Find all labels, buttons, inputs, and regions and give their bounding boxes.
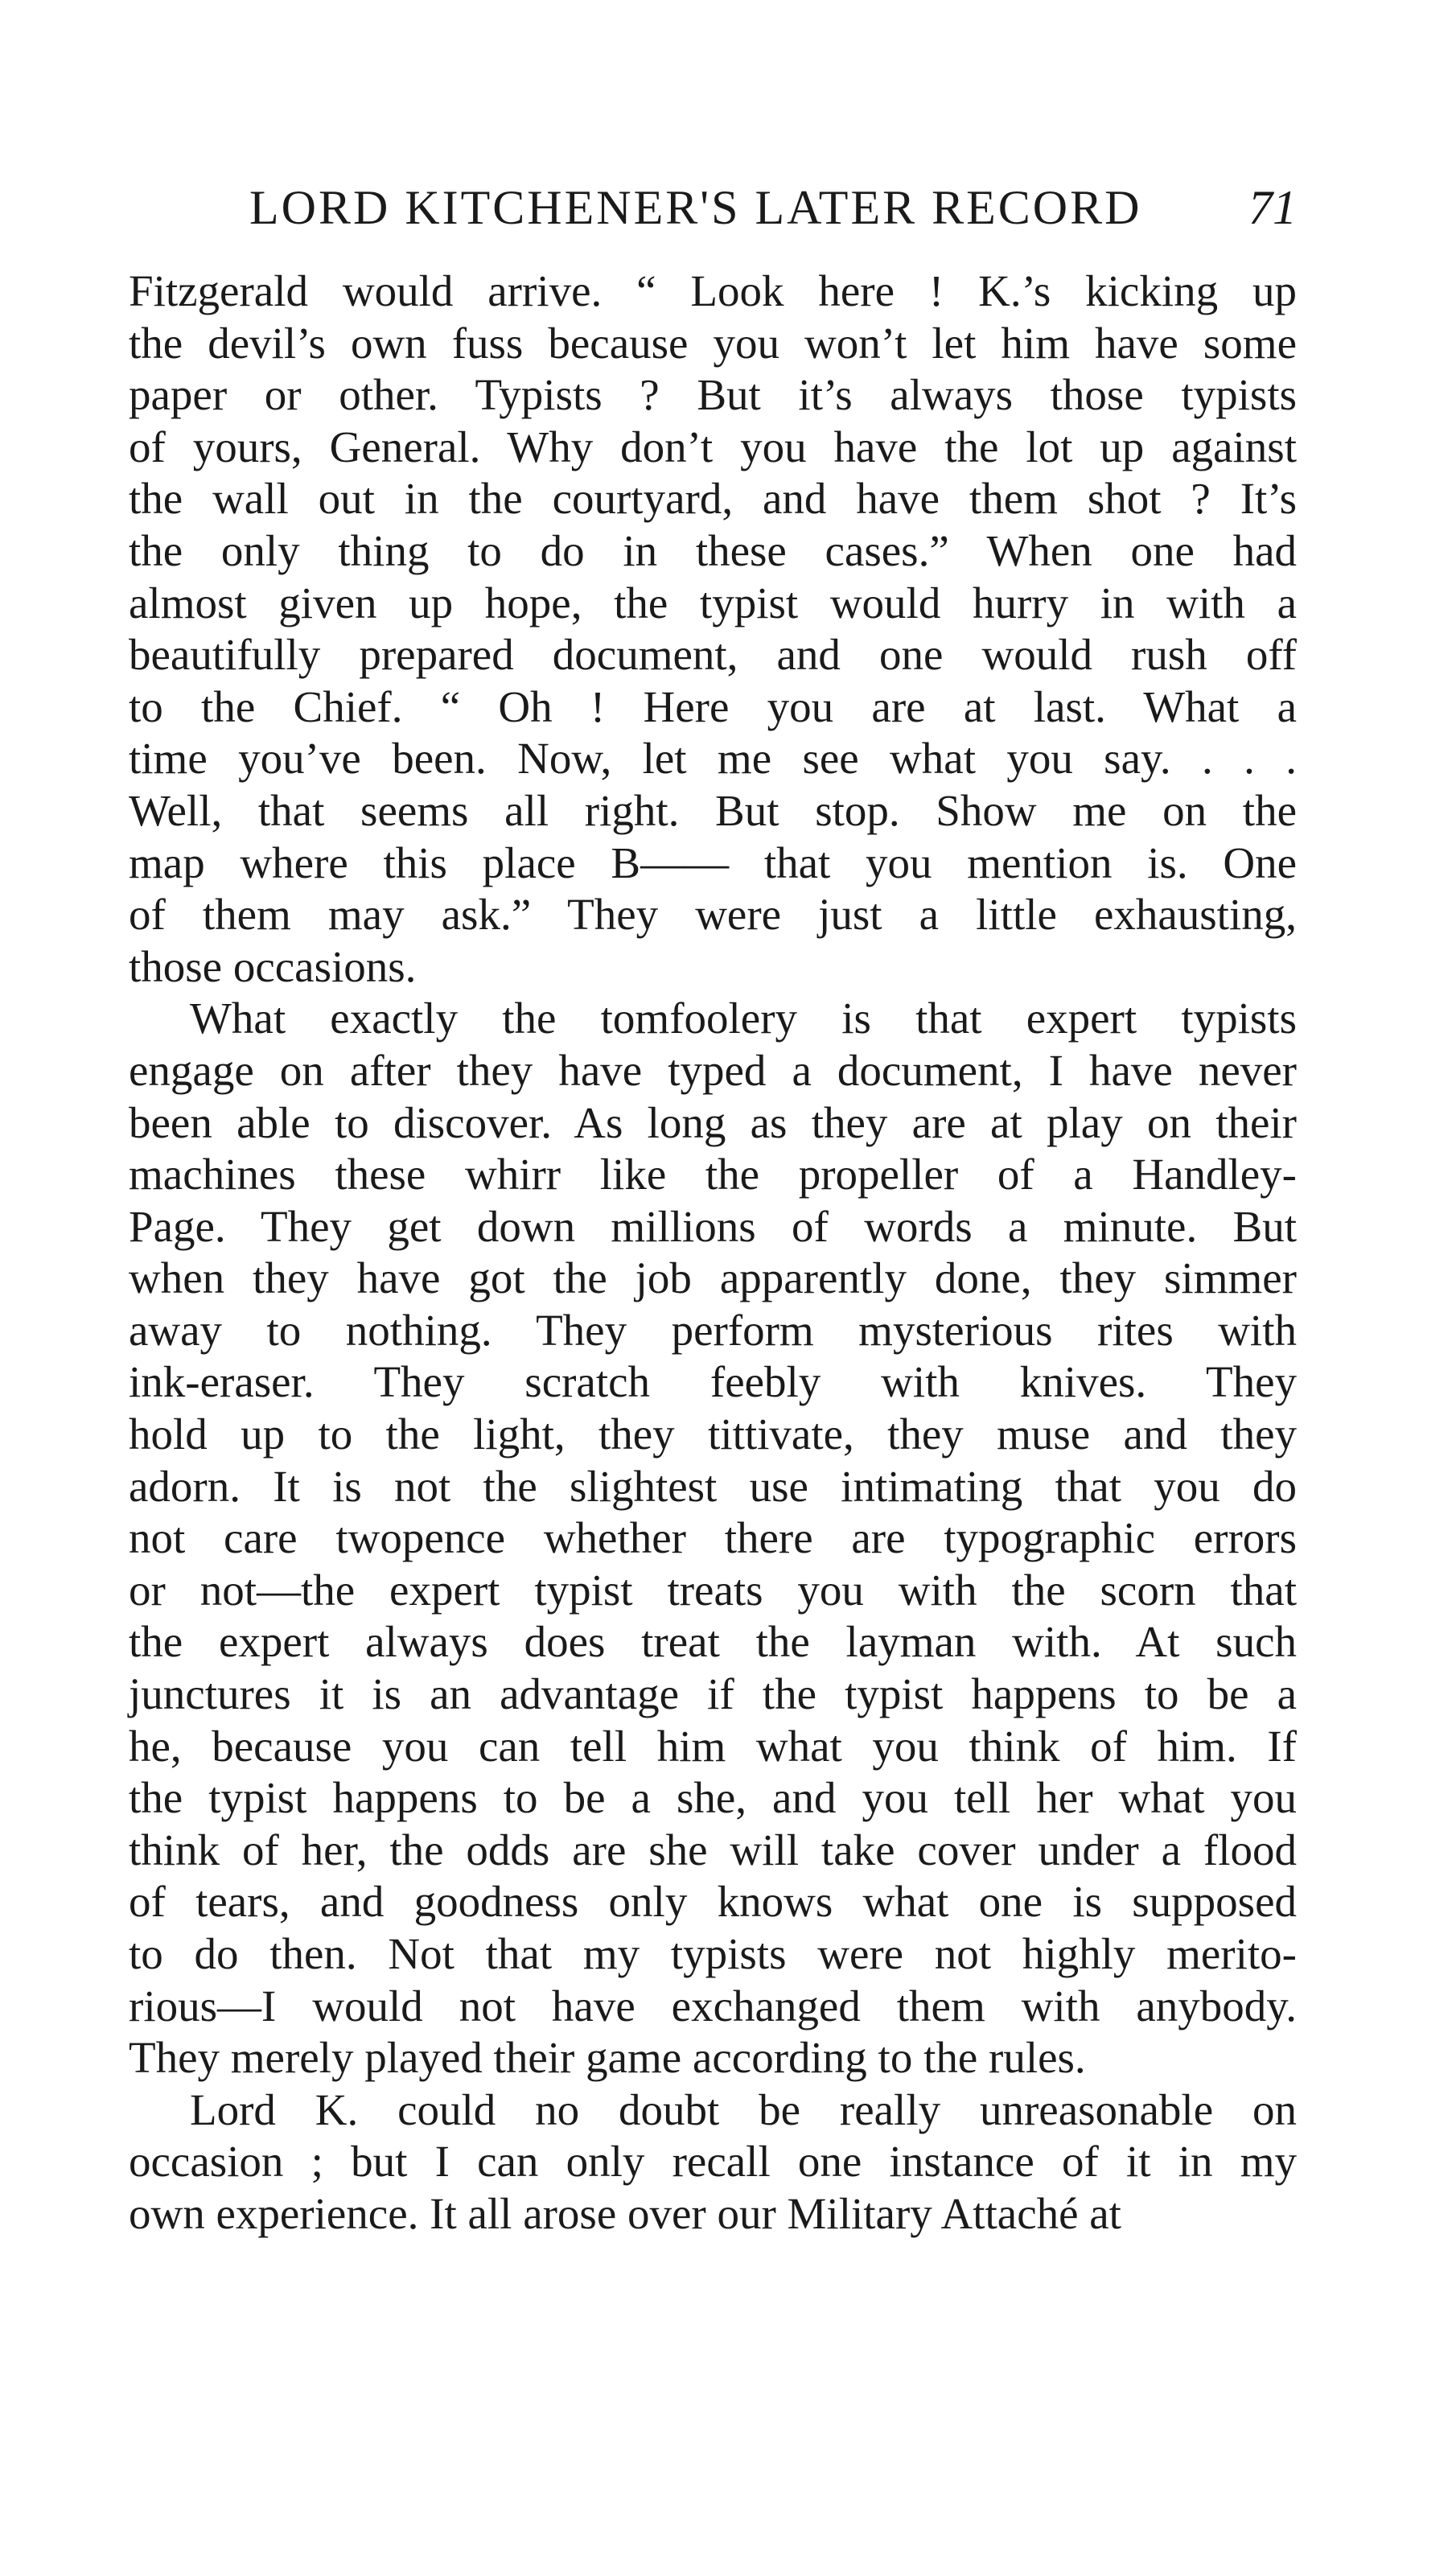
text-line: the expert always does treat the layman with. At such: [129, 1617, 1297, 1667]
text-line: he, because you can tell him what you think of him. If: [129, 1721, 1297, 1771]
text-line: adorn. It is not the slightest use intimating that you do: [129, 1461, 1297, 1511]
text-line: the typist happens to be a she, and you tell her what you: [129, 1773, 1297, 1823]
text-line: those occasions.: [129, 941, 417, 991]
paragraph: [129, 265, 1297, 993]
page-number: 71: [1248, 181, 1297, 234]
text-line: of yours, General. Why don’t you have the lot up against: [129, 422, 1297, 471]
paragraph: [129, 2084, 1297, 2240]
text-line: think of her, the odds are she will take cover under a flood: [129, 1825, 1297, 1874]
text-line: They merely played their game according to the rules.: [129, 2033, 1086, 2083]
text-line: time you’ve been. Now, let me see what you say. . . .: [129, 734, 1297, 784]
text-line: hold up to the light, they tittivate, they muse and they: [129, 1409, 1297, 1459]
text-line: the only thing to do in these cases.” When one had: [129, 525, 1297, 575]
text-line: of them may ask.” They were just a little exhausting,: [129, 890, 1297, 940]
text-line: Lord K. could no doubt be really unreasonable on: [190, 2084, 1297, 2134]
text-line: Well, that seems all right. But stop. Show me on the: [129, 785, 1297, 835]
text-line: when they have got the job apparently done, they simmer: [129, 1253, 1297, 1303]
running-title: LORD KITCHENER'S LATER RECORD: [249, 181, 1142, 234]
text-line: machines these whirr like the propeller of a Handley-: [129, 1150, 1297, 1199]
text-line: the wall out in the courtyard, and have them shot ? It’s: [129, 474, 1297, 524]
text-line: ink-eraser. They scratch feebly with knives. They: [129, 1357, 1297, 1407]
text-line: been able to discover. As long as they are at play on their: [129, 1097, 1297, 1147]
text-line: engage on after they have typed a document, I have never: [129, 1045, 1297, 1095]
text-line: to the Chief. “ Oh ! Here you are at last. What a: [129, 681, 1297, 731]
running-head: [129, 175, 1297, 240]
text-line: What exactly the tomfoolery is that expert typists: [190, 994, 1297, 1043]
text-line: the devil’s own fuss because you won’t let him have some: [129, 318, 1297, 368]
text-line: almost given up hope, the typist would hurry in with a: [129, 578, 1297, 627]
text-line: away to nothing. They perform mysterious rites with: [129, 1305, 1297, 1355]
text-line: of tears, and goodness only knows what one is supposed: [129, 1877, 1297, 1927]
text-line: or not—the expert typist treats you with the scorn that: [129, 1565, 1297, 1615]
paragraph: [129, 993, 1297, 2084]
text-line: to do then. Not that my typists were not highly merito-: [129, 1929, 1297, 1978]
text-line: paper or other. Typists ? But it’s always those typists: [129, 370, 1297, 420]
body-text: [129, 265, 1297, 2240]
text-line: map where this place B—— that you mention is. One: [129, 837, 1297, 887]
text-line: Fitzgerald would arrive. “ Look here ! K.’s kicking up: [129, 266, 1297, 315]
text-line: own experience. It all arose over our Military Attaché at: [129, 2188, 1121, 2238]
text-line: occasion ; but I can only recall one instance of it in my: [129, 2137, 1297, 2187]
text-line: not care twopence whether there are typographic errors: [129, 1513, 1297, 1563]
text-line: junctures it is an advantage if the typist happens to be a: [129, 1669, 1297, 1719]
text-line: rious—I would not have exchanged them with anybody.: [129, 1981, 1297, 2031]
text-line: beautifully prepared document, and one would rush off: [129, 630, 1297, 680]
text-line: Page. They get down millions of words a minute. But: [129, 1201, 1297, 1251]
